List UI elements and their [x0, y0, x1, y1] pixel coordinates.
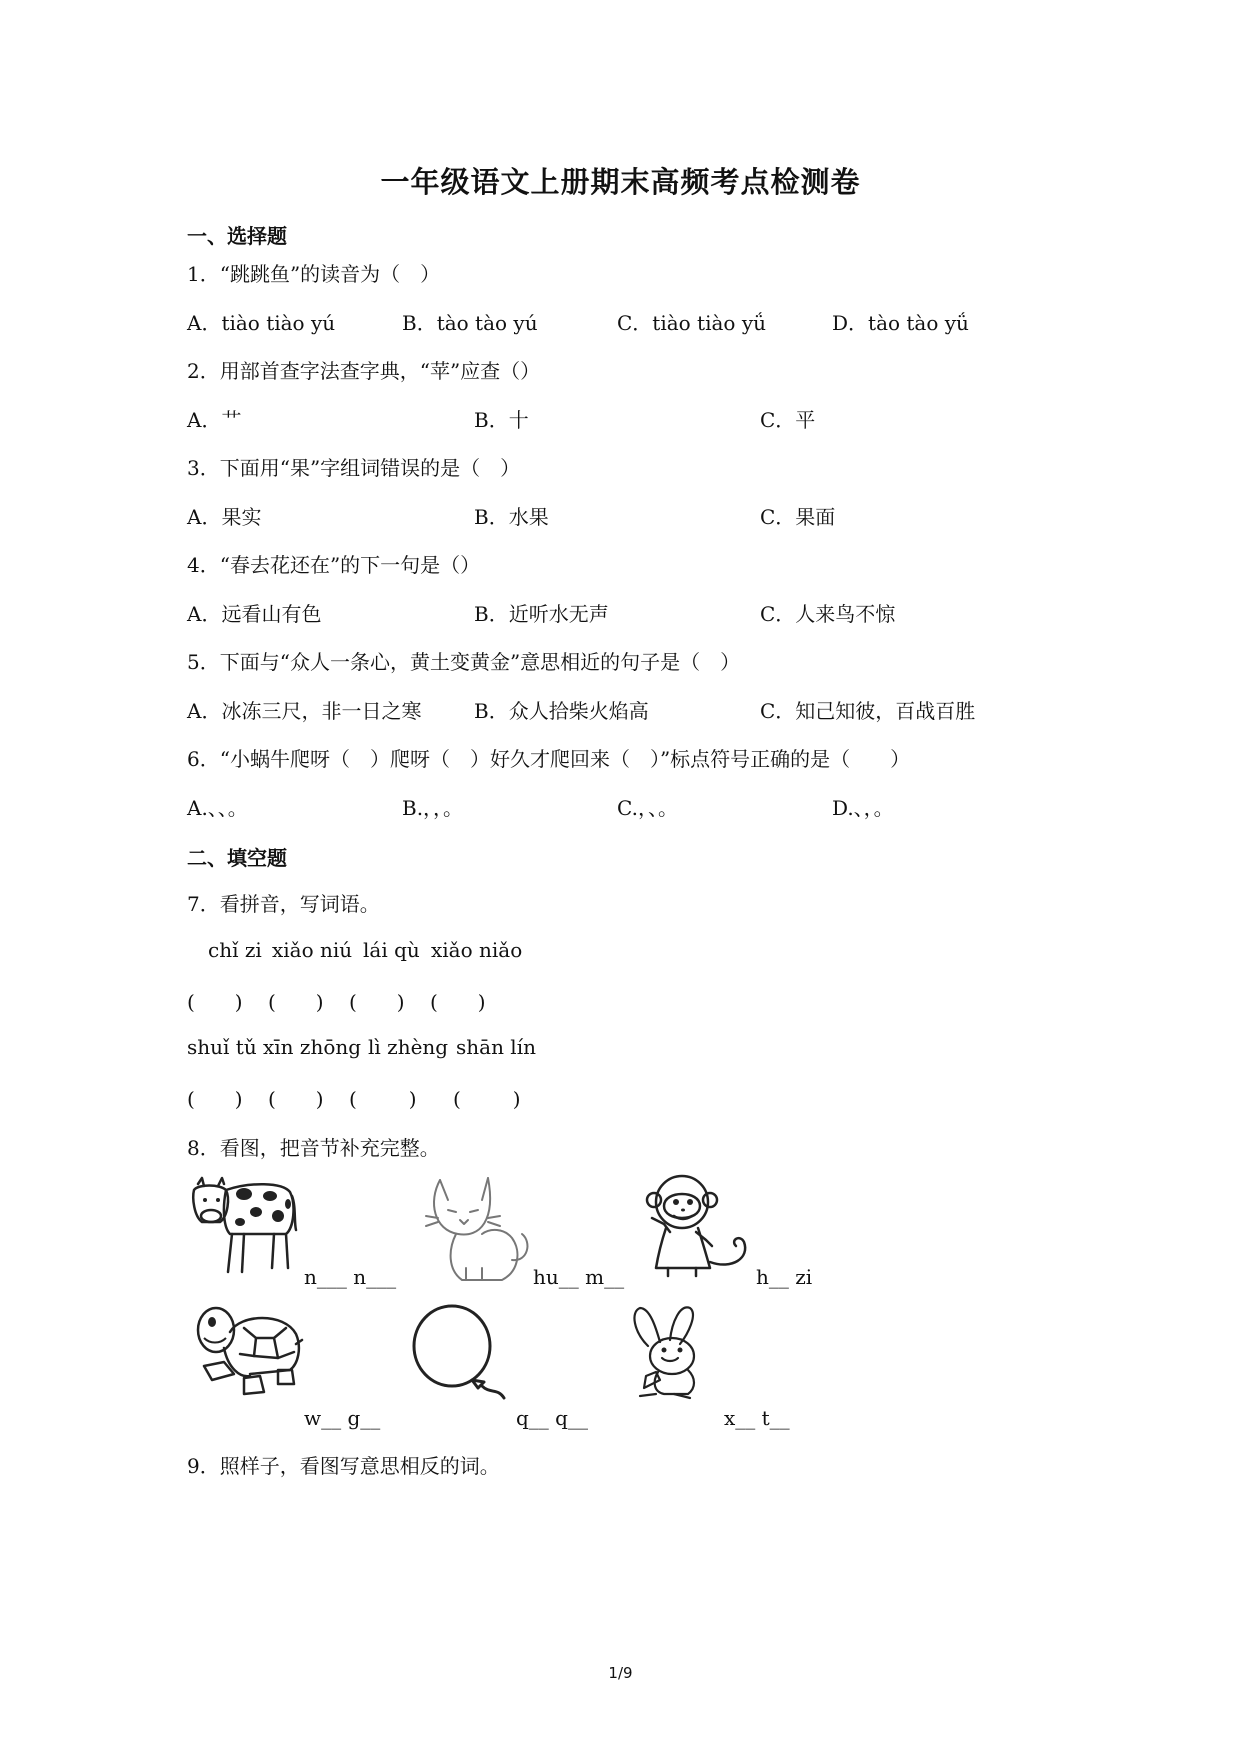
page-title: 一年级语文上册期末高频考点检测卷 [380, 165, 861, 199]
question-7-stem: 7．看拼音，写词语。 [187, 892, 380, 916]
answer-blank[interactable]: ( ) [187, 990, 243, 1014]
question-3-option-b: B．水果 [474, 505, 549, 529]
question-1-stem: 1．“跳跳鱼”的读音为（ ） [187, 262, 441, 286]
pinyin-word: xīn zhōng [263, 1035, 362, 1059]
answer-blank[interactable]: ( ) [430, 990, 486, 1014]
question-3-stem: 3．下面用“果”字组词错误的是（ ） [187, 456, 521, 480]
balloon-picture [408, 1302, 514, 1408]
question-4-option-a: A．远看山有色 [187, 602, 322, 626]
question-5-stem: 5．下面与“众人一条心，黄土变黄金”意思相近的句子是（ ） [187, 650, 741, 674]
question-5-option-b: B．众人拾柴火焰高 [474, 699, 649, 723]
question-2-option-b: B．十 [474, 408, 529, 432]
rabbit-picture [626, 1302, 716, 1402]
answer-blank[interactable]: ( ) [268, 990, 324, 1014]
pinyin-word: shān lín [456, 1035, 536, 1059]
page-number: 1/9 [608, 1664, 633, 1682]
question-1-option-b: B．tào tào yú [402, 311, 538, 335]
section-heading-fill: 二、填空题 [187, 846, 287, 870]
question-6-stem: 6．“小蜗牛爬呀（ ）爬呀（ ）好久才爬回来（ ）”标点符号正确的是（ ） [187, 747, 911, 771]
answer-blank[interactable]: ( ) [268, 1087, 324, 1111]
answer-blank[interactable]: ( ) [349, 990, 405, 1014]
question-3-option-a: A．果实 [187, 505, 262, 529]
syllable-blank-monkey: h__ zi [756, 1265, 813, 1289]
question-3-option-c: C．果面 [760, 505, 836, 529]
syllable-blank-turtle: w__ g__ [304, 1406, 381, 1430]
question-2-option-a: A．艹 [187, 408, 242, 432]
pinyin-word: lái qù [363, 938, 420, 962]
pinyin-word: shuǐ tǔ [187, 1035, 257, 1059]
answer-blank[interactable]: ( ) [187, 1087, 243, 1111]
question-1-option-a: A．tiào tiào yú [187, 311, 336, 335]
pinyin-word: chǐ zi [208, 938, 262, 962]
question-1-option-d: D．tào tào yǘ [832, 311, 969, 335]
monkey-picture [640, 1170, 756, 1280]
syllable-blank-cat: hu__ m__ [533, 1265, 625, 1289]
syllable-blank-rabbit: x__ t__ [724, 1406, 790, 1430]
pinyin-word: xiǎo niú [272, 938, 353, 962]
question-8-stem: 8．看图，把音节补充完整。 [187, 1136, 440, 1160]
question-5-option-a: A．冰冻三尺，非一日之寒 [187, 699, 422, 723]
section-heading-choice: 一、选择题 [187, 224, 287, 248]
question-6-option-b: B.，，。 [402, 796, 464, 820]
question-2-option-c: C．平 [760, 408, 816, 432]
question-6-option-c: C.，、。 [617, 796, 678, 820]
answer-blank[interactable]: ( ) [349, 1087, 421, 1111]
question-5-option-c: C．知己知彼，百战百胜 [760, 699, 976, 723]
question-4-stem: 4．“春去花还在”的下一句是（） [187, 553, 481, 577]
cow-picture [190, 1176, 302, 1278]
question-2-stem: 2．用部首查字法查字典，“苹”应查（） [187, 359, 541, 383]
question-1-option-c: C．tiào tiào yǘ [617, 311, 766, 335]
question-6-option-a: A.、、。 [187, 796, 248, 820]
question-6-option-d: D.、，。 [832, 796, 894, 820]
pinyin-word: lì zhèng [368, 1035, 449, 1059]
syllable-blank-balloon: q__ q__ [516, 1406, 588, 1430]
turtle-picture [194, 1304, 304, 1398]
answer-blank[interactable]: ( ) [453, 1087, 525, 1111]
cat-picture [418, 1172, 536, 1288]
pinyin-word: xiǎo niǎo [431, 938, 523, 962]
syllable-blank-cow: n___ n___ [304, 1265, 397, 1289]
question-4-option-b: B．近听水无声 [474, 602, 609, 626]
question-4-option-c: C．人来鸟不惊 [760, 602, 896, 626]
question-9-stem: 9．照样子，看图写意思相反的词。 [187, 1454, 500, 1478]
